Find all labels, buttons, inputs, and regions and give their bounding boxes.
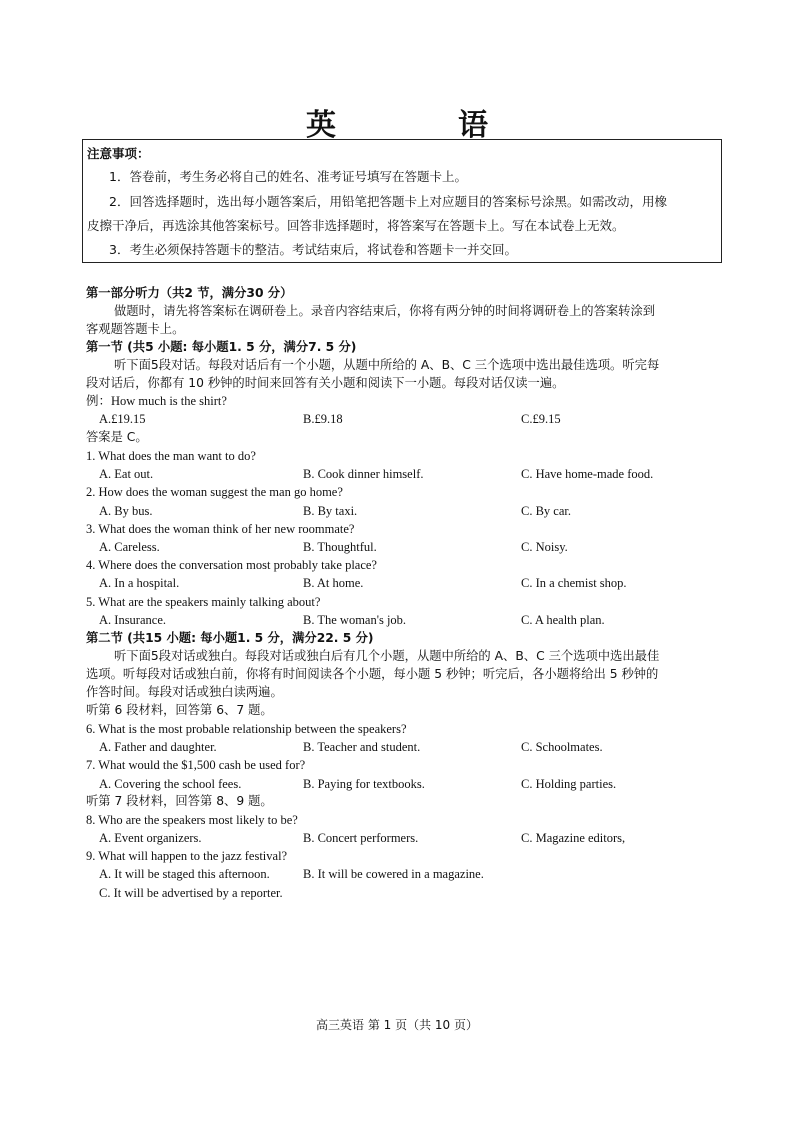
q5-option-c: C. A health plan. bbox=[521, 613, 605, 627]
page-title: 英 语 bbox=[306, 108, 534, 143]
section1-intro-line1: 听下面5段对话。每段对话后有一个小题，从题中所给的 A、B、C 三个选项中选出最佳选项。听完每 bbox=[114, 358, 660, 372]
q9-option-c: C. It will be advertised by a reporter. bbox=[99, 886, 283, 900]
q8-option-c: C. Magazine editors, bbox=[521, 831, 626, 845]
notice-item-1: 1．答卷前，考生务必将自己的姓名、准考证号填写在答题卡上。 bbox=[109, 169, 467, 184]
example-option-b: B.£9.18 bbox=[303, 412, 343, 426]
q7-option-b: B. Paying for textbooks. bbox=[303, 777, 425, 791]
q5-option-a: A. Insurance. bbox=[99, 613, 166, 627]
q7-option-a: A. Covering the school fees. bbox=[99, 777, 242, 791]
question-2: 2. How does the woman suggest the man go home? bbox=[86, 485, 343, 499]
notice-heading: 注意事项： bbox=[87, 146, 150, 161]
section2-intro-line2: 选项。听每段对话或独白前，你将有时间阅读各个小题，每小题 5 秒钟；听完后，各小题将给出 5 秒钟的 bbox=[86, 667, 659, 681]
page-footer: 高三英语 第 1 页（共 10 页） bbox=[316, 1018, 478, 1032]
q4-option-c: C. In a chemist shop. bbox=[521, 576, 627, 590]
q1-option-a: A. Eat out. bbox=[99, 467, 154, 481]
question-5: 5. What are the speakers mainly talking about? bbox=[86, 595, 321, 609]
q3-option-b: B. Thoughtful. bbox=[303, 540, 377, 554]
example-option-a: A.£19.15 bbox=[99, 412, 146, 426]
q7-option-c: C. Holding parties. bbox=[521, 777, 617, 791]
section2-heading: 第二节 (共15 小题: 每小题1. 5 分，满分22. 5 分) bbox=[86, 631, 374, 645]
part1-intro-line2: 客观题答题卡上。 bbox=[86, 322, 185, 336]
q8-option-a: A. Event organizers. bbox=[99, 831, 202, 845]
q2-option-c: C. By car. bbox=[521, 504, 571, 518]
q5-option-b: B. The woman's job. bbox=[303, 613, 407, 627]
q6-option-a: A. Father and daughter. bbox=[99, 740, 217, 754]
q2-option-a: A. By bus. bbox=[99, 504, 153, 518]
notice-item-3: 3．考生必须保持答题卡的整洁。考试结束后，将试卷和答题卡一并交回。 bbox=[109, 242, 517, 257]
q3-option-a: A. Careless. bbox=[99, 540, 160, 554]
example-question: 例：How much is the shirt? bbox=[86, 394, 227, 408]
q1-option-b: B. Cook dinner himself. bbox=[303, 467, 424, 481]
q2-option-b: B. By taxi. bbox=[303, 504, 358, 518]
q4-option-b: B. At home. bbox=[303, 576, 364, 590]
notice-item-2-line2: 皮擦干净后，再选涂其他答案标号。回答非选择题时，将答案写在答题卡上。写在本试卷上无效。 bbox=[87, 218, 625, 233]
example-answer: 答案是 C。 bbox=[86, 430, 148, 444]
question-9: 9. What will happen to the jazz festival? bbox=[86, 849, 288, 863]
part1-intro-line1: 做题时，请先将答案标在调研卷上。录音内容结束后，你将有两分钟的时间将调研卷上的答案转涂到 bbox=[114, 304, 656, 318]
q8-option-b: B. Concert performers. bbox=[303, 831, 419, 845]
question-7: 7. What would the $1,500 cash be used for? bbox=[86, 758, 306, 772]
notice-item-2-line1: 2．回答选择题时，选出每小题答案后，用铅笔把答题卡上对应题目的答案标号涂黑。如需改动，用橡 bbox=[109, 194, 667, 209]
section2-intro-line1: 听下面5段对话或独白。每段对话或独白后有几个小题，从题中所给的 A、B、C 三个选项中选出最佳 bbox=[114, 649, 660, 663]
section2-intro-line3: 作答时间。每段对话或独白读两遍。 bbox=[86, 685, 283, 699]
q6-option-b: B. Teacher and student. bbox=[303, 740, 421, 754]
section1-intro-line2: 段对话后，你都有 10 秒钟的时间来回答有关小题和阅读下一小题。每段对话仅读一遍。 bbox=[86, 376, 565, 390]
q3-option-c: C. Noisy. bbox=[521, 540, 568, 554]
question-8: 8. Who are the speakers most likely to be? bbox=[86, 813, 298, 827]
q9-option-b: B. It will be cowered in a magazine. bbox=[303, 867, 484, 881]
notice-box bbox=[82, 139, 722, 263]
q4-option-a: A. In a hospital. bbox=[99, 576, 180, 590]
material-6-instruction: 听第 6 段材料，回答第 6、7 题。 bbox=[86, 703, 273, 717]
material-7-instruction: 听第 7 段材料，回答第 8、9 题。 bbox=[86, 794, 273, 808]
question-3: 3. What does the woman think of her new roommate? bbox=[86, 522, 355, 536]
question-1: 1. What does the man want to do? bbox=[86, 449, 256, 463]
question-4: 4. Where does the conversation most probably take place? bbox=[86, 558, 377, 572]
q9-option-a: A. It will be staged this afternoon. bbox=[99, 867, 270, 881]
q1-option-c: C. Have home-made food. bbox=[521, 467, 654, 481]
section1-heading: 第一节 (共5 小题: 每小题1. 5 分，满分7. 5 分) bbox=[86, 340, 357, 354]
example-option-c: C.£9.15 bbox=[521, 412, 561, 426]
question-6: 6. What is the most probable relationship between the speakers? bbox=[86, 722, 407, 736]
part1-heading: 第一部分听力（共2 节，满分30 分） bbox=[86, 286, 293, 300]
q6-option-c: C. Schoolmates. bbox=[521, 740, 603, 754]
